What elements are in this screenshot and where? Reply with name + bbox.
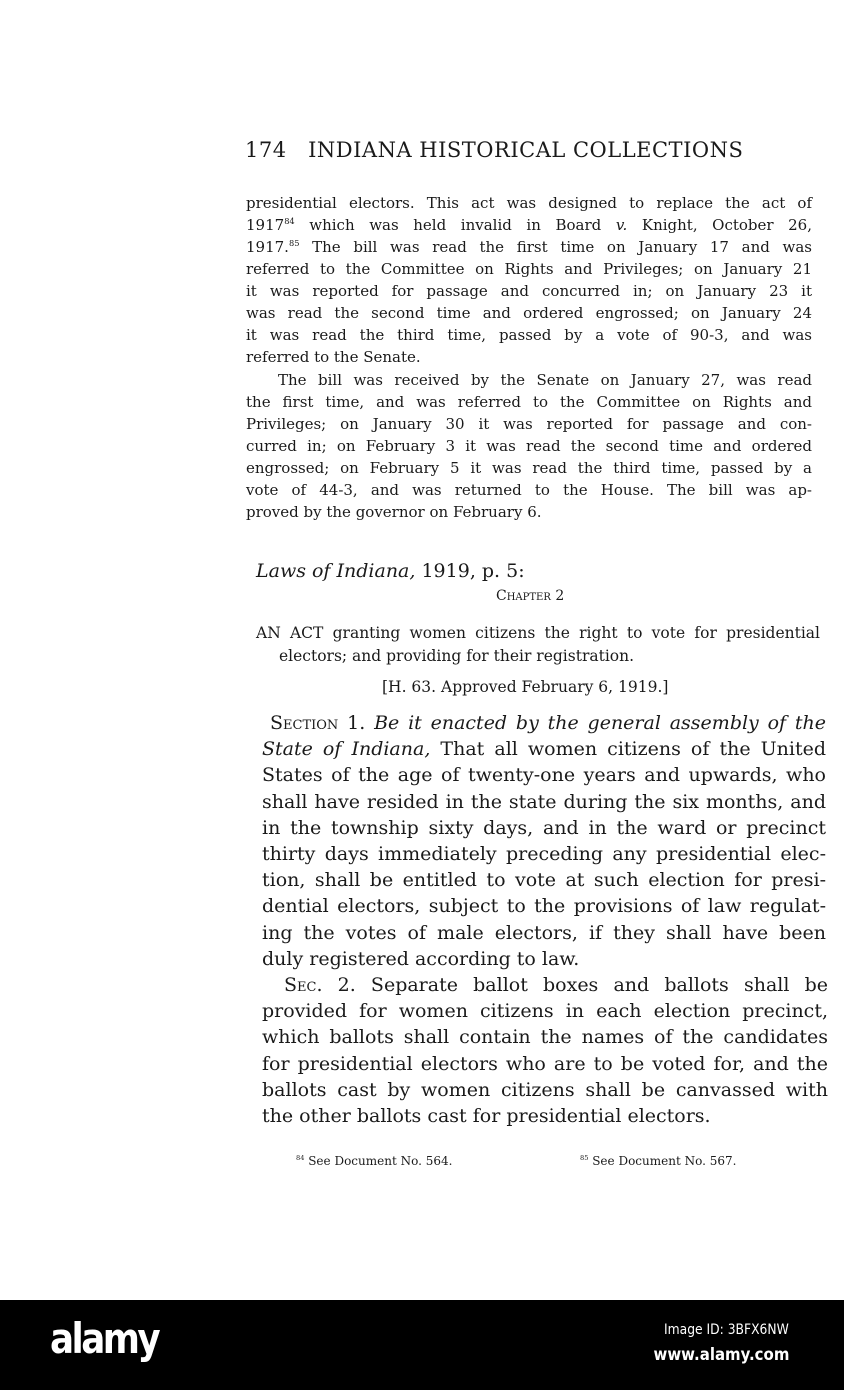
text-line	[246, 302, 812, 324]
text-segment: thirty days immediately preceding any presidential elec-	[262, 843, 826, 866]
text-segment: [H. 63. Approved February 6, 1919.]	[382, 678, 669, 696]
text-line	[246, 280, 812, 302]
watermark-logo: alamy	[50, 1314, 159, 1363]
text-segment: it was reported for passage and concurred in; on January 23 it	[246, 282, 812, 300]
text-segment: ballots cast by women citizens shall be canvassed with	[262, 1078, 828, 1101]
watermark-url: www.alamy.com	[653, 1345, 789, 1365]
text-line	[256, 560, 525, 582]
text-line	[246, 413, 812, 435]
bill-approval-note	[382, 678, 668, 696]
text-line	[262, 841, 826, 867]
text-segment: proved by the governor on February 6.	[246, 503, 542, 521]
text-line	[246, 236, 812, 258]
text-line	[246, 435, 812, 457]
act-title	[256, 622, 820, 668]
text-line	[262, 815, 826, 841]
text-segment: ing the votes of male electors, if they shall have been	[262, 921, 826, 944]
text-segment: electors; and providing for their registration.	[279, 647, 635, 665]
text-segment: provided for women citizens in each election precinct,	[262, 1000, 828, 1023]
text-segment: the other ballots cast for presidential electors.	[262, 1105, 711, 1128]
footnote-reference: 84	[284, 216, 295, 226]
chapter-heading	[496, 588, 564, 604]
text-line	[262, 1051, 828, 1077]
watermark-image-id: Image ID: 3BFX6NW	[664, 1322, 789, 1338]
text-segment: dential electors, subject to the provisions of law regulat-	[262, 895, 826, 918]
text-segment: curred in; on February 3 it was read the second time and ordered	[246, 437, 812, 455]
running-header	[245, 138, 751, 162]
text-segment: 1.	[338, 712, 375, 734]
text-segment: which was held invalid in Board	[294, 216, 616, 234]
text-segment: shall have resided in the state during the six months, and	[262, 790, 826, 813]
text-segment: presidential electors. This act was designed to replace the act of	[246, 194, 812, 212]
section-2	[262, 972, 828, 1129]
text-segment: The bill was received by the Senate on January 27, was read	[278, 371, 812, 389]
text-segment: v.	[615, 216, 628, 234]
text-segment: was read the second time and ordered engrossed; on January 24	[246, 304, 812, 322]
text-segment: Chapter 2	[496, 588, 565, 604]
text-segment: 1917	[246, 216, 285, 234]
text-segment: That all women citizens of the United	[430, 738, 826, 761]
text-segment: referred to the Senate.	[246, 348, 421, 366]
watermark-bar	[0, 1300, 844, 1390]
source-heading	[256, 560, 525, 582]
page-number: 174	[245, 138, 287, 162]
text-line	[262, 998, 828, 1024]
text-line	[262, 789, 826, 815]
footnote-reference: 85	[288, 238, 300, 248]
text-line	[256, 622, 820, 645]
text-line	[262, 736, 826, 762]
paragraph-legislative-history-senate	[246, 369, 812, 523]
text-segment: Section	[270, 712, 339, 734]
text-segment: Privileges; on January 30 it was reported for passage and con-	[246, 415, 812, 433]
text-line	[262, 1103, 828, 1129]
text-line	[382, 678, 668, 696]
text-segment: States of the age of twenty-one years and upwards, who	[262, 764, 826, 787]
text-line	[284, 972, 828, 998]
text-line	[246, 501, 812, 523]
running-title: INDIANA HISTORICAL COLLECTIONS	[308, 138, 744, 162]
text-segment: vote of 44-3, and was returned to the House. The bill was ap-	[246, 481, 812, 499]
text-line	[246, 479, 812, 501]
text-segment: it was read the third time, passed by a vote of 90-3, and was	[246, 326, 812, 344]
text-segment: the first time, and was referred to the Committee on Rights and	[246, 393, 812, 411]
text-line	[262, 1024, 828, 1050]
text-segment: State of Indiana,	[262, 738, 431, 761]
text-line	[262, 1077, 828, 1103]
text-segment: 2. Separate ballot boxes and ballots shall be	[322, 974, 828, 996]
text-line	[246, 457, 812, 479]
text-line	[246, 214, 812, 236]
text-line	[246, 192, 812, 214]
text-line	[262, 946, 826, 972]
text-segment: Laws of Indiana,	[256, 560, 416, 582]
section-1	[262, 710, 826, 972]
text-segment: tion, shall be entitled to vote at such election for presi-	[262, 869, 826, 892]
footnote-85: $^{85}$ See Document No. 567.	[580, 1154, 737, 1168]
text-segment: The bill was read the first time on January 17 and was	[299, 238, 812, 256]
text-segment: 1917.	[246, 238, 289, 256]
text-segment: 1919, p. 5:	[415, 560, 525, 582]
paragraph-legislative-history-house	[246, 192, 812, 368]
text-segment: which ballots shall contain the names of the candidates	[262, 1026, 828, 1049]
text-line	[262, 867, 826, 893]
text-segment: Sec.	[284, 974, 323, 996]
text-line	[246, 391, 812, 413]
text-segment: engrossed; on February 5 it was read the third time, passed by a	[246, 459, 812, 477]
text-line	[270, 710, 826, 736]
text-segment: in the township sixty days, and in the ward or precinct	[262, 816, 826, 839]
text-line	[246, 258, 812, 280]
footnote-84: $^{84}$ See Document No. 564.	[296, 1154, 453, 1168]
text-line	[246, 324, 812, 346]
text-line	[278, 369, 812, 391]
text-segment: referred to the Committee on Rights and Privileges; on January 21	[246, 260, 812, 278]
text-line	[246, 346, 812, 368]
text-line	[262, 762, 826, 788]
text-line	[496, 588, 564, 604]
text-segment: for presidential electors who are to be voted for, and the	[262, 1052, 828, 1075]
text-segment: AN ACT granting women citizens the right to vote for presidential	[256, 624, 820, 642]
text-line	[262, 920, 826, 946]
text-line	[279, 645, 820, 668]
text-segment: Knight, October 26,	[627, 216, 812, 234]
text-line	[262, 893, 826, 919]
text-segment: duly registered according to law.	[262, 947, 580, 970]
text-segment: Be it enacted by the general assembly of the	[374, 712, 827, 734]
